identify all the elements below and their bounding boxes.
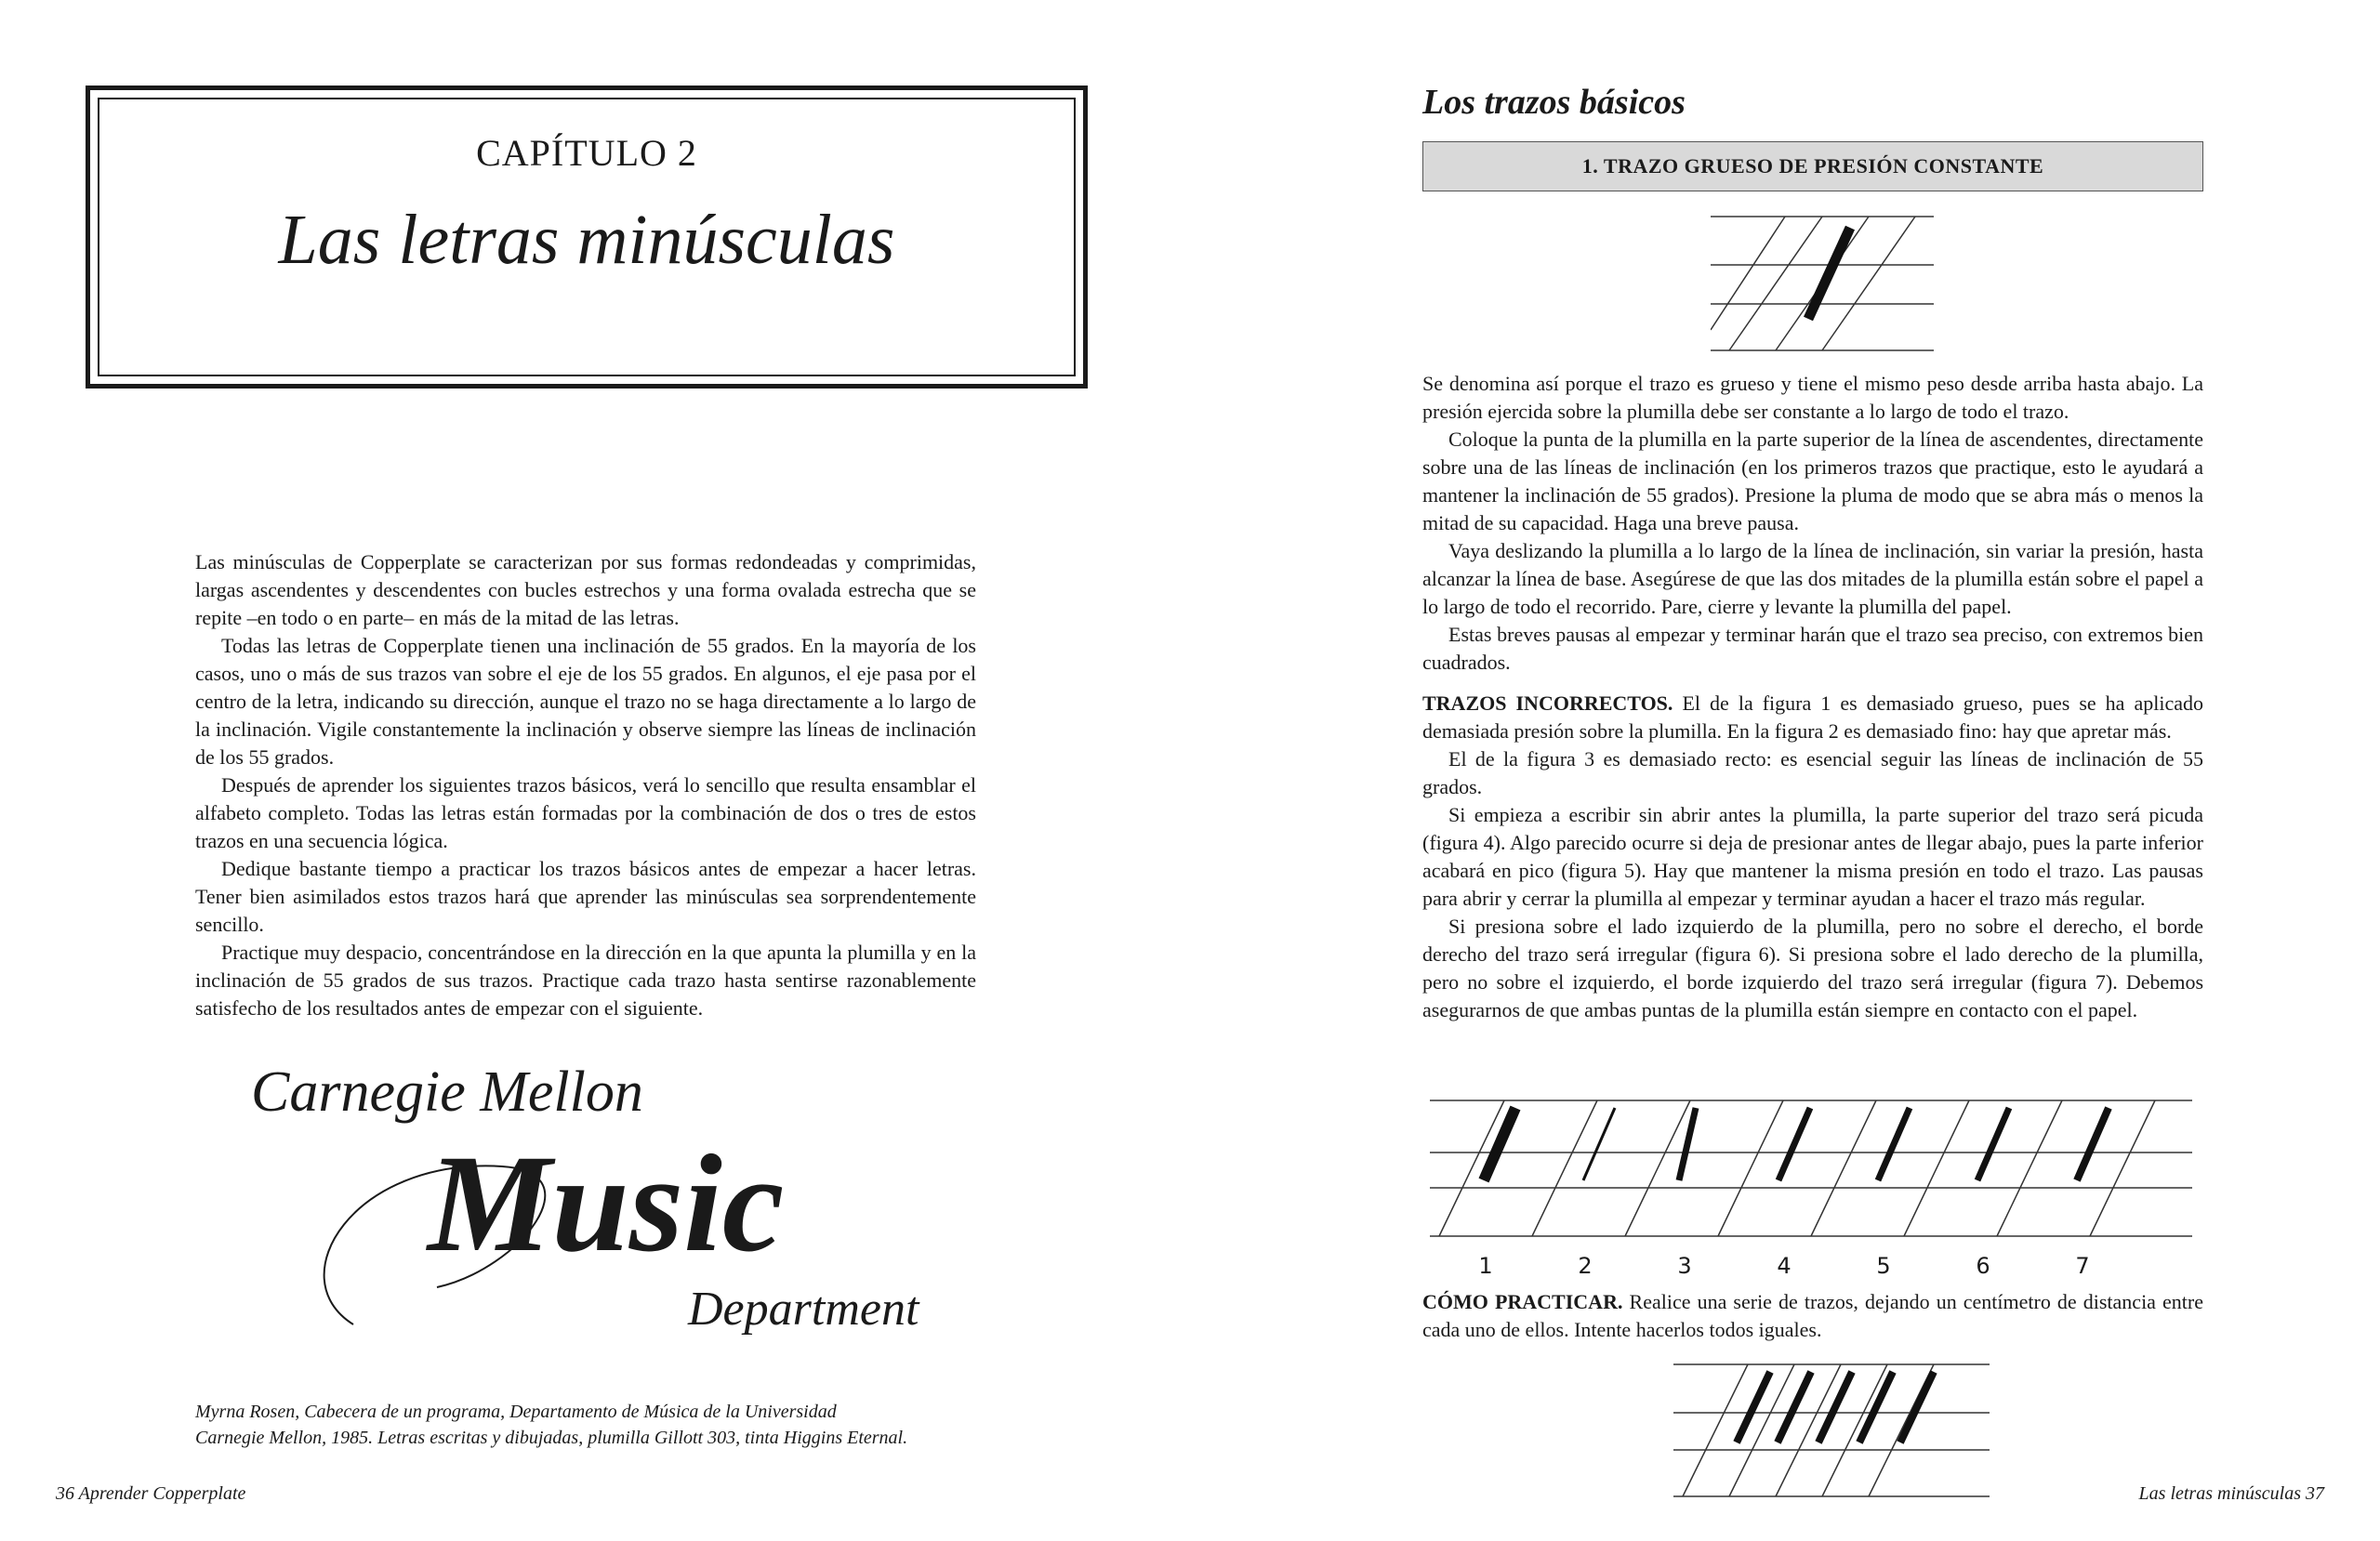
practice-paragraph [1422, 1288, 2203, 1344]
figure-number: 7 [2075, 1253, 2090, 1279]
stroke-7 [2077, 1108, 2109, 1180]
stroke-1 [1484, 1108, 1515, 1180]
right-page [1190, 0, 2380, 1541]
practice-text [1422, 1288, 2203, 1344]
logo-line-2: Music [428, 1126, 785, 1281]
incorrect-label: TRAZOS INCORRECTOS. [1422, 691, 1673, 715]
practice-strokes-figure [1673, 1357, 1990, 1506]
figure-number: 5 [1876, 1253, 1891, 1279]
stroke-4 [1778, 1108, 1810, 1180]
practice-body: Realice una serie de trazos, dejando un centímetro de distancia entre cada uno de ellos. Intente hacerlos todos iguales. [1422, 1290, 2203, 1341]
footer-left: 36 Aprender Copperplate [56, 1483, 246, 1504]
logo-caption [195, 1399, 1032, 1451]
stroke-banner: 1. TRAZO GRUESO DE PRESIÓN CONSTANTE [1422, 141, 2203, 191]
left-body-text [195, 548, 976, 1022]
caption-line-1: Myrna Rosen, Cabecera de un programa, Departamento de Música de la Universidad [195, 1402, 837, 1422]
paragraph: Después de aprender los siguientes trazos básicos, verá lo sencillo que resulta ensamblar el alfabeto completo. Todas las letras están formadas por la combinación de dos o tres de estos trazos en una secuencia lógica. [195, 773, 976, 852]
footer-right: Las letras minúsculas 37 [2138, 1483, 2324, 1504]
stroke-6 [1977, 1108, 2009, 1180]
paragraph: Se denomina así porque el trazo es grueso y tiene el mismo peso desde arriba hasta abajo. La presión ejercida sobre la plumilla debe ser constante a lo largo de todo el trazo. [1422, 372, 2203, 423]
chapter-number: CAPÍTULO 2 [476, 132, 697, 174]
paragraph: Coloque la punta de la plumilla en la parte superior de la línea de ascendentes, directamente sobre una de las líneas de inclinación (en los primeros trazos que practique, esto le ayudará a mantener la inclinación de 55 grados). Presione la pluma de modo que se abra más o menos la mitad de su capacidad. Haga una breve pausa. [1422, 428, 2203, 534]
guide-lines [1430, 1100, 2192, 1236]
paragraph: Dedique bastante tiempo a practicar los trazos básicos antes de empezar a hacer letras. Tener bien asimilados estos trazos hará que aprender las minúsculas sea sorprendentemente sencillo. [195, 857, 976, 936]
incorrect-paragraph [1422, 690, 2203, 745]
logo-line-1: Carnegie Mellon [251, 1060, 643, 1124]
thick-stroke [1808, 228, 1850, 319]
chapter-title: Las letras minúsculas [278, 201, 895, 279]
stroke-figure-example [1711, 209, 1934, 358]
carnegie-mellon-music-logo [242, 1046, 967, 1352]
figure-number: 6 [1976, 1253, 1990, 1279]
practice-label: CÓMO PRACTICAR. [1422, 1290, 1623, 1313]
section-title: Los trazos básicos [1422, 83, 1686, 122]
right-body-text [1422, 370, 2203, 1024]
paragraph: Estas breves pausas al empezar y terminar harán que el trazo sea preciso, con extremos bien cuadrados. [1422, 623, 2203, 674]
caption-line-2: Carnegie Mellon, 1985. Letras escritas y dibujadas, plumilla Gillott 303, tinta Higgins Eternal. [195, 1428, 908, 1448]
figure-number: 1 [1478, 1253, 1493, 1279]
incorrect-strokes-figure [1430, 1095, 2192, 1281]
figure-number: 2 [1578, 1253, 1593, 1279]
figure-number: 3 [1677, 1253, 1692, 1279]
chapter-box [86, 86, 1088, 389]
example-strokes [1484, 1108, 2109, 1180]
paragraph: Vaya deslizando la plumilla a lo largo de la línea de inclinación, sin variar la presión, hasta alcanzar la línea de base. Asegúrese de que las dos mitades de la plumilla están sobre el papel a lo largo de todo el recorrido. Pare, cierre y levante la plumilla del papel. [1422, 539, 2203, 618]
paragraph: Todas las letras de Copperplate tienen una inclinación de 55 grados. En la mayoría de los casos, uno o más de sus trazos van sobre el eje de los 55 grados. En algunos, el eje pasa por el centro de la letra, indicando su dirección, aunque el trazo no se haga directamente a lo largo de la inclinación. Vigile constantemente la inclinación y observe siempre las líneas de inclinación de los 55 grados. [195, 634, 976, 769]
stroke-5 [1878, 1108, 1910, 1180]
chapter-box-inner [98, 98, 1076, 376]
logo-line-3: Department [688, 1283, 919, 1336]
incorrect-text: El de la figura 1 es demasiado grueso, pues se ha aplicado demasiada presión sobre la plumilla. En la figura 2 es demasiado fino: hay que apretar más. [1422, 691, 2203, 743]
paragraph: Practique muy despacio, concentrándose en la dirección en la que apunta la plumilla y en la inclinación de 55 grados de sus trazos. Practique cada trazo hasta sentirse razonablemente satisfecho de los resultados antes de empezar con el siguiente. [195, 941, 976, 1020]
paragraph: El de la figura 3 es demasiado recto: es esencial seguir las líneas de inclinación de 55 grados. [1422, 747, 2203, 798]
paragraph: Si empieza a escribir sin abrir antes la plumilla, la parte superior del trazo será picuda (figura 4). Algo parecido ocurre si deja de presionar antes de llegar abajo, pues la parte inferior acabará en pico (figura 5). Hay que mantener la misma presión en todo el trazo. Las pausas para abrir y cerrar la plumilla al empezar y terminar ayudan a hacer el trazo más regular. [1422, 803, 2203, 910]
paragraph: Las minúsculas de Copperplate se caracterizan por sus formas redondeadas y comprimidas, largas ascendentes y descendentes con bucles estrechos y una forma ovalada estrecha que se repite –en todo o en parte– en más de la mitad de las letras. [195, 550, 976, 629]
figure-number: 4 [1777, 1253, 1792, 1279]
paragraph: Si presiona sobre el lado izquierdo de la plumilla, pero no sobre el derecho, el borde derecho del trazo será irregular (figura 6). Si presiona sobre el lado derecho de la plumilla, pero no sobre el izquierdo, el borde izquierdo del trazo será irregular (figura 7). Debemos asegurarnos de que ambas puntas de la plumilla están siempre en contacto con el papel. [1422, 915, 2203, 1021]
